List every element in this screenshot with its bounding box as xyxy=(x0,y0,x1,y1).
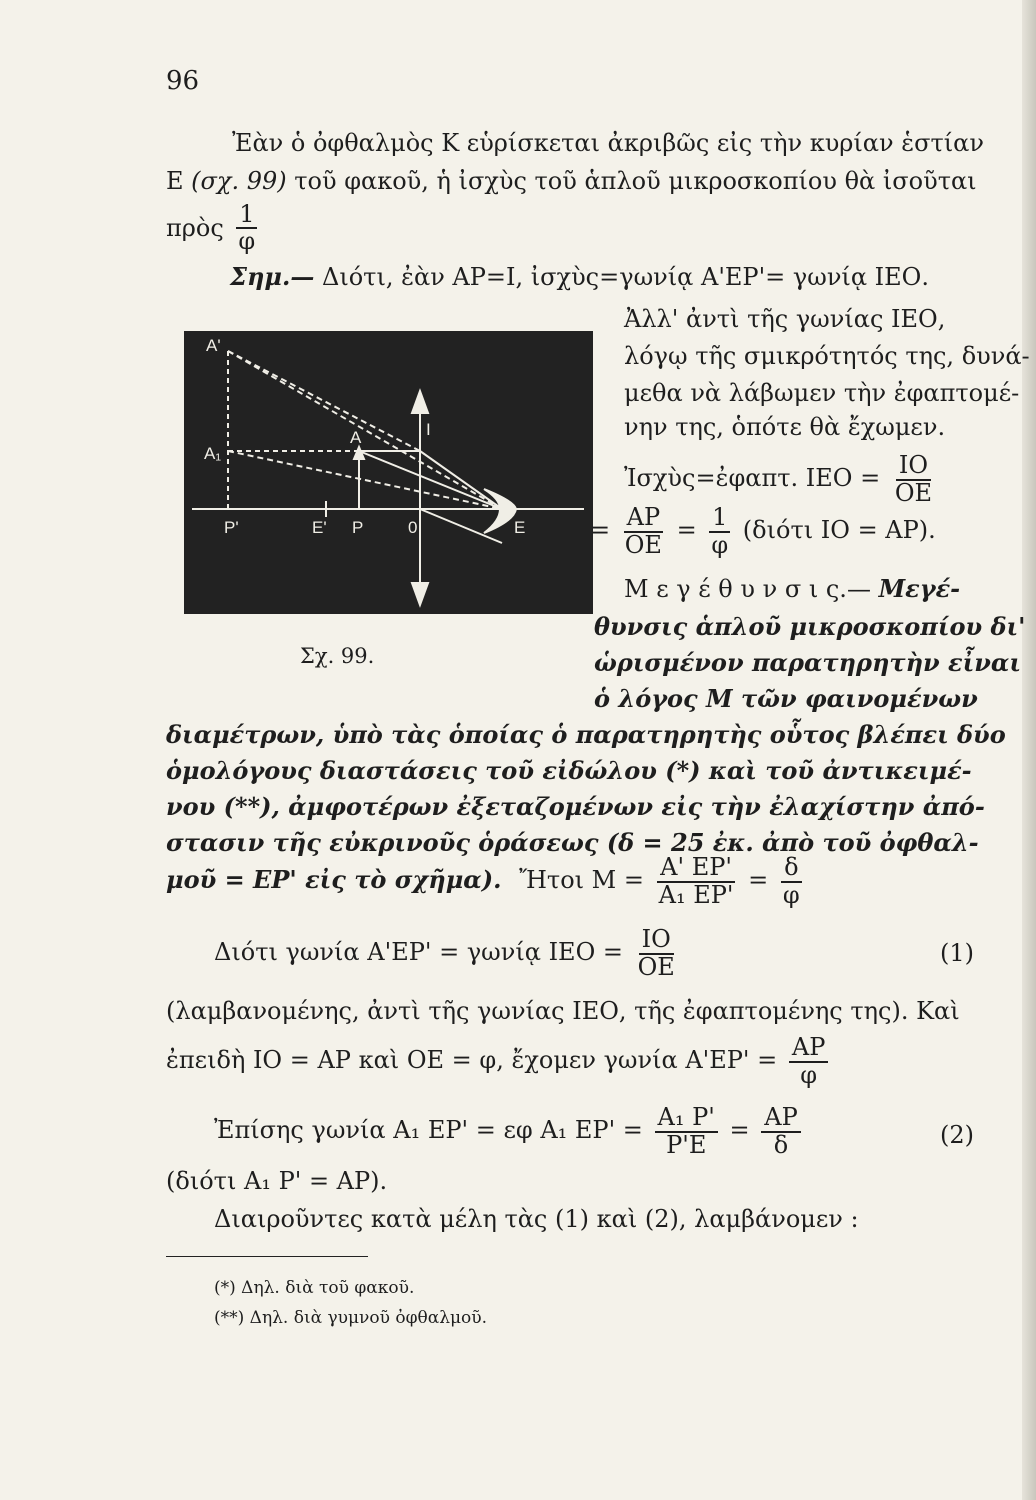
text-line: στασιν τῆς εὐκρινοῦς ὁράσεως (δ = 25 ἐκ. ἀπὸ τοῦ ὀφθαλ- xyxy=(166,828,979,857)
text-line: θυνσις ἁπλοῦ μικροσκοπίου δι' xyxy=(594,612,1026,641)
text-line: (λαμβανομένης, ἀντὶ τῆς γωνίας ΙΕΟ, τῆς ἐφαπτομένης της). Καὶ xyxy=(166,997,960,1025)
equation-number: (2) xyxy=(940,1121,974,1149)
fraction: $\frac{1}{\varphi}$ xyxy=(708,505,731,557)
text-line: Ἐπίσης γωνία Α₁ ΕΡ' = εφ Α₁ ΕΡ' = $\frac{\text{Α₁ Ρ'}}{P'E}$ = $\frac{AP}{\delta}$ xyxy=(214,1100,805,1160)
eye-shape xyxy=(484,489,516,533)
ray-center xyxy=(359,451,502,509)
text-line: πρὸς $\frac{1}{\varphi}$ xyxy=(166,202,262,254)
text-line: Ἰσχὺς=ἐφαπτ. ΙΕΟ = $\frac{IO}{OE}$ xyxy=(624,448,939,508)
text-line: λόγῳ τῆς σμικρότητός της, δυνά- xyxy=(624,342,1030,370)
footnote: (**) Δηλ. διὰ γυμνοῦ ὀφθαλμοῦ. xyxy=(214,1308,487,1328)
text-line: ὡρισμένον παρατηρητὴν εἶναι xyxy=(594,648,1021,677)
ray-below xyxy=(420,509,502,543)
text-line: Σημ.— Διότι, ἐὰν ΑΡ=Ι, ἰσχὺς=γωνίᾳ Α'ΕΡ'= γωνίᾳ ΙΕΟ. xyxy=(230,262,929,291)
fig-label: Ε' xyxy=(312,518,327,537)
fig-label: Ρ' xyxy=(224,518,239,537)
lens-diagram xyxy=(184,331,593,614)
fig-label: Α' xyxy=(206,336,221,355)
fig-label: Ι xyxy=(426,420,431,439)
fig-label: Ρ xyxy=(352,518,364,537)
text-line: ὁ λόγος Μ τῶν φαινομένων xyxy=(594,684,978,713)
page-number: 96 xyxy=(166,66,200,96)
fig-label: Α₁ xyxy=(204,444,222,463)
footnote-rule xyxy=(166,1256,368,1257)
text-line: Ε (σχ. 99) τοῦ φακοῦ, ἡ ἰσχὺς τοῦ ἁπλοῦ μικροσκοπίου θὰ ἰσοῦται xyxy=(166,167,977,195)
figure-caption: Σχ. 99. xyxy=(300,644,375,668)
text-line: = $\frac{AP}{OE}$ = $\frac{1}{\varphi}$ (διότι ΙΟ = ΑΡ). xyxy=(590,503,936,559)
fraction: $\frac{IO}{OE}$ xyxy=(894,451,933,507)
fig-label: Α xyxy=(350,428,362,447)
fraction: $\frac{AP}{\delta}$ xyxy=(761,1105,800,1157)
lens-arrow-bottom xyxy=(412,583,428,605)
text-line: Διαιροῦντες κατὰ μέλη τὰς (1) καὶ (2), λαμβάνομεν : xyxy=(214,1205,859,1233)
lens-arrow-top xyxy=(412,391,428,413)
text-line: μεθα νὰ λάβωμεν τὴν ἐφαπτομέ- xyxy=(624,379,1020,407)
dashed-ray-2 xyxy=(228,351,502,509)
fraction: $\frac{IO}{OE}$ xyxy=(637,925,675,981)
text-line: ὁμολόγους διαστάσεις τοῦ εἰδώλου (*) καὶ τοῦ ἀντικειμέ- xyxy=(166,756,972,785)
fraction: $\frac{\delta}{\varphi}$ xyxy=(782,853,800,909)
text-line: Ἀλλ' ἀντὶ τῆς γωνίας ΙΕΟ, xyxy=(624,305,946,333)
fraction: $\frac{AP}{\varphi}$ xyxy=(789,1035,828,1087)
text-line: μοῦ = ΕΡ' εἰς τὸ σχῆμα). Ἤτοι Μ = $\frac{A' EP'}{\text{Α₁ ΕΡ'}}$ = $\frac{\delta}{\varphi}$ xyxy=(166,850,807,910)
equation-number: (1) xyxy=(940,939,974,967)
fraction: $\frac{1}{\varphi}$ xyxy=(235,202,258,254)
text-line: νην της, ὁπότε θὰ ἔχωμεν. xyxy=(624,413,946,441)
fig-label: 0 xyxy=(408,518,418,537)
page-edge-shadow xyxy=(1022,0,1036,1500)
text-line: ἐπειδὴ ΙΟ = ΑΡ καὶ ΟΕ = φ, ἔχομεν γωνία Α'ΕΡ' = $\frac{AP}{\varphi}$ xyxy=(166,1030,832,1090)
fig-label: Ε xyxy=(514,518,526,537)
text-line: Διότι γωνία Α'ΕΡ' = γωνίᾳ ΙΕΟ = $\frac{IO}{OE}$ xyxy=(214,922,682,982)
footnote: (*) Δηλ. διὰ τοῦ φακοῦ. xyxy=(214,1278,415,1298)
fraction: $\frac{AP}{OE}$ xyxy=(624,503,662,559)
text-line: νου (**), ἀμφοτέρων ἐξεταζομένων εἰς τὴν ἐλαχίστην ἀπό- xyxy=(166,792,985,821)
text-line: Ἐὰν ὁ ὀφθαλμὸς Κ εὑρίσκεται ἀκριβῶς εἰς τὴν κυρίαν ἑστίαν xyxy=(232,129,984,157)
text-line: διαμέτρων, ὑπὸ τὰς ὁποίας ὁ παρατηρητὴς οὗτος βλέπει δύο xyxy=(166,720,1006,749)
dashed-ray-1 xyxy=(228,351,420,451)
fraction: $\frac{A' EP'}{\text{Α₁ ΕΡ'}}$ xyxy=(658,853,734,909)
text-line: (διότι Α₁ Ρ' = ΑΡ). xyxy=(166,1167,388,1195)
optics-figure xyxy=(184,331,593,614)
text-line: Μ ε γ έ θ υ ν σ ι ς.— Μεγέ- xyxy=(624,574,961,603)
fraction: $\frac{\text{Α₁ Ρ'}}{P'E}$ xyxy=(655,1105,718,1157)
